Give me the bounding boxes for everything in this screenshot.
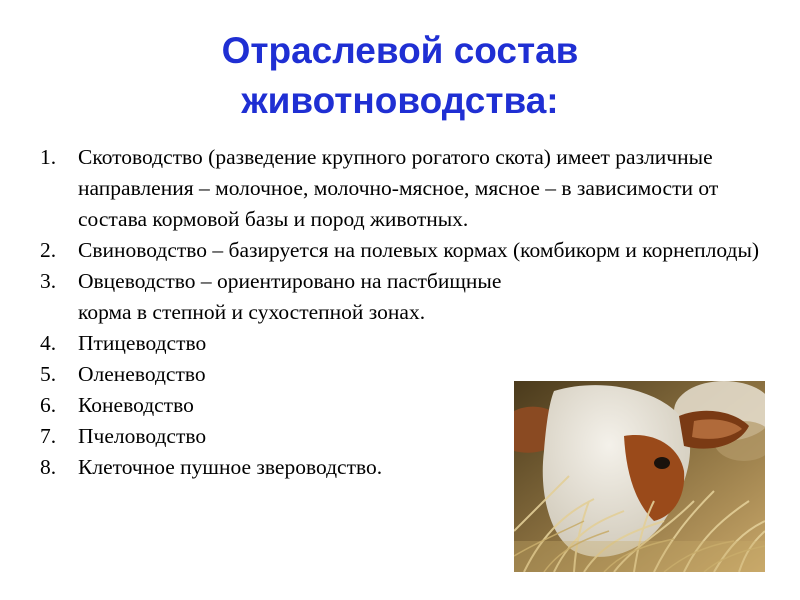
- list-item: [40, 235, 770, 266]
- list-item-number: 4.: [40, 331, 57, 355]
- list-item-text: Свиноводство – базируется на полевых кормах (комбикорм и корнеплоды): [78, 238, 760, 262]
- list-item-number: 5.: [40, 362, 57, 386]
- list-item-number: 8.: [40, 455, 57, 479]
- slide-title-line-1: Отраслевой состав: [221, 30, 579, 71]
- list-item: [40, 142, 770, 235]
- list-item-number: 6.: [40, 393, 57, 417]
- list-item-text: Пчеловодство: [78, 424, 207, 448]
- list-item-number: 3.: [40, 269, 57, 293]
- slide-title-line-2: животноводства:: [241, 80, 559, 121]
- slide-title: [0, 26, 800, 126]
- list-item-number: 1.: [40, 145, 57, 169]
- list-item-text: Оленеводство: [78, 362, 206, 386]
- list-item-number: 2.: [40, 238, 57, 262]
- list-item-text: Скотоводство (разведение крупного рогатого скота) имеет различные направления – молочное, молочно-мясное, мясное – в зависимости от состава кормовой базы и пород животных.: [78, 145, 719, 231]
- cow-illustration: [514, 381, 765, 572]
- list-item: [40, 266, 770, 328]
- list-item-text: Клеточное пушное звероводство.: [78, 455, 383, 479]
- list-item-text: Коневодство: [78, 393, 194, 417]
- list-item-number: 7.: [40, 424, 57, 448]
- list-item: [40, 328, 770, 359]
- list-item-text: Птицеводство: [78, 331, 207, 355]
- list-item-text: Овцеводство – ориентировано на пастбищные корма в степной и сухостепной зонах.: [78, 269, 502, 324]
- cow-photo: [514, 381, 765, 572]
